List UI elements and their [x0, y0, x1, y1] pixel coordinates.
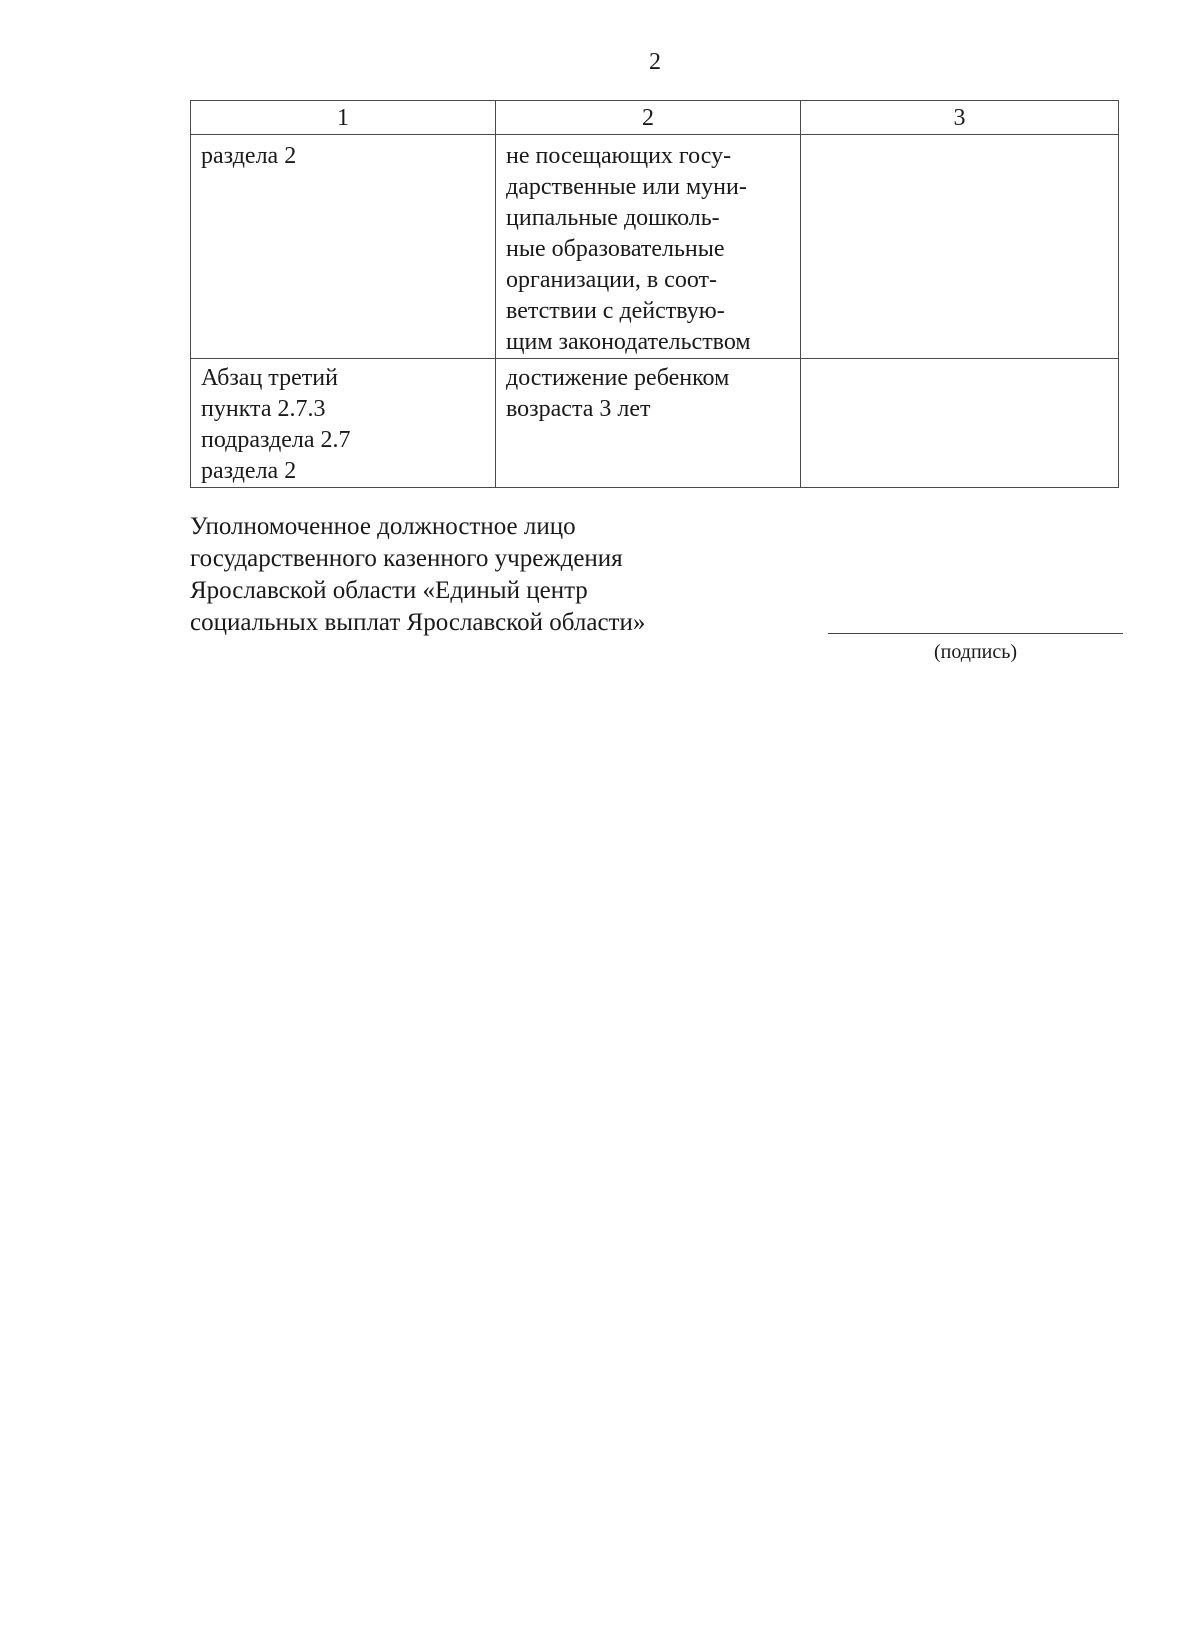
- signatory-line: государственного казенного учреждения: [190, 545, 623, 572]
- table-cell: [496, 135, 801, 359]
- table-row: [191, 135, 1119, 359]
- cell-text: не посещающих госу- дарственные или муни- ципальные дошколь- ные образовательные организации, в соот- ветствии с действую- щим законодательством: [506, 143, 751, 355]
- cell-text: [811, 135, 1108, 141]
- signatory-line: Уполномоченное должностное лицо: [190, 513, 576, 540]
- cell-text: [811, 359, 1108, 363]
- table-cell: [191, 135, 496, 359]
- table-cell: [191, 359, 496, 488]
- cell-text: достижение ребенком возраста 3 лет: [506, 365, 730, 422]
- reference-table: [190, 100, 1119, 488]
- signatory-line: социальных выплат Ярославской области»: [190, 609, 646, 636]
- table-header-cell: 2: [496, 101, 801, 135]
- signatory-title: [190, 511, 645, 639]
- table-cell: [801, 359, 1119, 488]
- table-header-cell: 3: [801, 101, 1119, 135]
- cell-text: раздела 2: [201, 143, 297, 169]
- table-cell: [801, 135, 1119, 359]
- signature-line: [828, 633, 1123, 634]
- table-cell: [496, 359, 801, 488]
- cell-text: Абзац третий пункта 2.7.3 подраздела 2.7 раздела 2: [201, 365, 351, 484]
- page-number: 2: [649, 49, 661, 75]
- signature-caption: (подпись): [933, 641, 1018, 663]
- table-row: [191, 359, 1119, 488]
- table-header-row: [191, 101, 1119, 135]
- table-header-cell: 1: [191, 101, 496, 135]
- signatory-line: Ярославской области «Единый центр: [190, 577, 588, 604]
